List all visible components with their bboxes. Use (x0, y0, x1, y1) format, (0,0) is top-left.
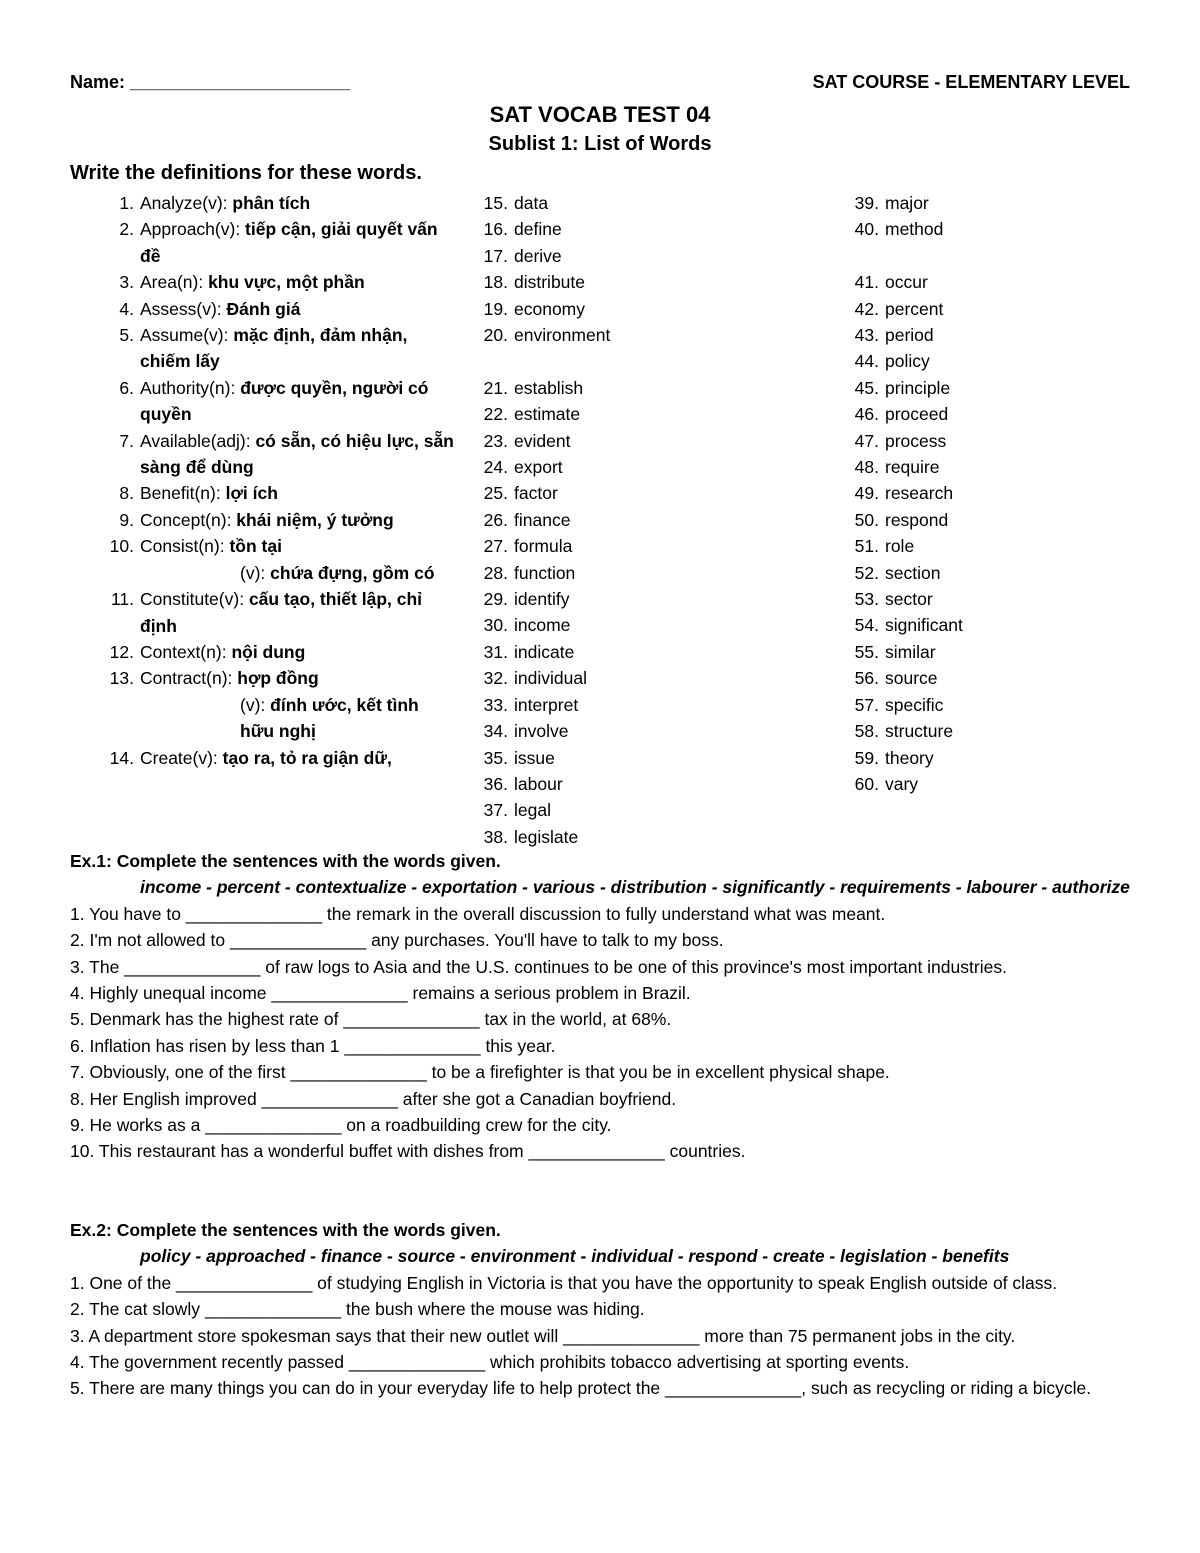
exercise-2-sentence: 1. One of the ______________ of studying English in Victoria is that you have the opportunity to speak English outside of class. (70, 1272, 1058, 1293)
instruction: Write the definitions for these words. (70, 162, 422, 184)
exercise-2-sentence: 2. The cat slowly ______________ the bush where the mouse was hiding. (70, 1299, 645, 1320)
exercise-1-sentence: 7. Obviously, one of the first ______________ to be a firefighter is that you be in excellent physical shape. (70, 1062, 890, 1083)
list-item: 29. identify (483, 589, 570, 610)
list-item: 2. Approach(v): tiếp cận, giải quyết vấn đề (119, 219, 438, 266)
list-item: 34. involve (483, 721, 569, 742)
list-item: 3. Area(n): khu vực, một phần (119, 272, 365, 293)
list-item: 27. formula (483, 536, 573, 557)
spacer (478, 348, 738, 374)
list-item: 57. specific (854, 694, 944, 715)
exercise-2 (70, 1217, 1145, 1402)
list-item: 9. Concept(n): khái niệm, ý tưởng (119, 509, 394, 530)
list-item: 24. export (483, 457, 563, 478)
list-item: 12. Context(n): nội dung (109, 641, 306, 662)
list-item: 22. estimate (483, 404, 581, 425)
exercise-2-sentence: 3. A department store spokesman says that their new outlet will ______________ more than 75 permanent jobs in the city. (70, 1325, 1016, 1346)
list-item: 48. require (854, 457, 940, 478)
word-list-column-2 (478, 190, 738, 850)
exercise-1-word-bank: income - percent - contextualize - exportation - various - distribution - significantly - requirements - labourer - authorize (140, 877, 1130, 898)
list-item: 10. Consist(n): tồn tại (v): chứa đựng, gồm có (104, 533, 454, 586)
list-item: 13. Contract(n): hợp đồng (v): đính ước, kết tình hữu nghị (104, 665, 454, 744)
list-item: 31. indicate (483, 641, 575, 662)
list-item: 19. economy (483, 298, 586, 319)
course-label: SAT COURSE - ELEMENTARY LEVEL (812, 72, 1130, 92)
exercise-1-sentence: 4. Highly unequal income ______________ remains a serious problem in Brazil. (70, 983, 691, 1004)
exercise-1-sentence: 1. You have to ______________ the remark in the overall discussion to fully understand what was meant. (70, 903, 886, 924)
list-item: 7. Available(adj): có sẵn, có hiệu lực, sẵn sàng để dùng (119, 430, 454, 478)
list-item: 18. distribute (483, 272, 586, 293)
list-item: 14. Create(v): tạo ra, tỏ ra giận dữ, (109, 747, 392, 768)
word-list-column-3 (849, 190, 1109, 797)
list-item: 6. Authority(n): được quyền, người có quyền (119, 377, 429, 425)
list-item: 5. Assume(v): mặc định, đảm nhận, chiếm lấy (119, 325, 408, 372)
exercise-1-sentence: 10. This restaurant has a wonderful buffet with dishes from ______________ countries. (70, 1141, 746, 1162)
list-item: 52. section (854, 562, 941, 583)
exercise-1-sentence: 2. I'm not allowed to ______________ any purchases. You'll have to talk to my boss. (70, 930, 724, 951)
list-item: 17. derive (483, 245, 562, 266)
list-item: 30. income (483, 615, 571, 636)
exercise-1-sentence: 6. Inflation has risen by less than 1 ______________ this year. (70, 1035, 556, 1056)
list-item: 47. process (854, 430, 947, 451)
list-item: 49. research (854, 483, 954, 504)
list-item: 4. Assess(v): Đánh giá (119, 298, 301, 319)
exercise-1-sentence: 9. He works as a ______________ on a roadbuilding crew for the city. (70, 1115, 612, 1136)
list-item: 38. legislate (483, 826, 579, 847)
list-item: 60. vary (854, 773, 919, 794)
list-item: 42. percent (854, 298, 944, 319)
list-item: 26. finance (483, 509, 571, 530)
list-item: 41. occur (854, 272, 928, 293)
name-field-label: Name: ______________________ (70, 72, 351, 92)
list-item: 59. theory (854, 747, 934, 768)
list-item: 51. role (854, 536, 915, 557)
list-item: 16. define (483, 219, 562, 240)
list-item: 23. evident (483, 430, 571, 451)
page-title: SAT VOCAB TEST 04 (489, 102, 711, 127)
list-item-sub: (v): chứa đựng, gồm có (240, 562, 435, 583)
exercise-2-title: Ex.2: Complete the sentences with the words given. (70, 1220, 501, 1240)
spacer (849, 243, 1109, 269)
list-item: 46. proceed (854, 404, 949, 425)
list-item: 11. Constitute(v): cấu tạo, thiết lập, chỉ định (110, 589, 423, 636)
list-item: 53. sector (854, 589, 933, 610)
list-item: 36. labour (483, 773, 563, 794)
exercise-2-sentence: 4. The government recently passed ______________ which prohibits tobacco advertising at sporting events. (70, 1352, 910, 1373)
list-item: 37. legal (483, 800, 551, 821)
list-item: 56. source (854, 668, 938, 689)
list-item: 15. data (483, 193, 549, 213)
list-item: 45. principle (854, 377, 951, 398)
list-item: 40. method (854, 219, 944, 240)
exercise-1 (70, 848, 1145, 1165)
list-item: 32. individual (483, 668, 587, 689)
list-item: 35. issue (483, 747, 555, 768)
list-item: 28. function (483, 562, 576, 583)
list-item: 58. structure (854, 721, 954, 742)
list-item: 20. environment (483, 325, 611, 346)
list-item: 44. policy (854, 351, 930, 372)
list-item: 39. major (854, 193, 929, 213)
list-item: 21. establish (483, 377, 584, 398)
exercise-1-title: Ex.1: Complete the sentences with the words given. (70, 851, 501, 871)
exercise-2-sentence: 5. There are many things you can do in your everyday life to help protect the ______________, such as recycling or riding a bicycle. (70, 1378, 1092, 1399)
exercise-1-sentence: 5. Denmark has the highest rate of ______________ tax in the world, at 68%. (70, 1009, 672, 1030)
page-subtitle: Sublist 1: List of Words (488, 133, 712, 155)
list-item: 50. respond (854, 509, 949, 530)
word-list-column-1 (104, 190, 454, 771)
exercise-1-sentence: 3. The ______________ of raw logs to Asia and the U.S. continues to be one of this province's most important industries. (70, 956, 1007, 977)
list-item: 55. similar (854, 641, 936, 662)
list-item: 25. factor (483, 483, 558, 504)
list-item-sub: (v): đính ước, kết tình hữu nghị (240, 694, 419, 742)
list-item: 43. period (854, 325, 934, 346)
list-item: 8. Benefit(n): lợi ích (119, 483, 278, 504)
list-item: 1. Analyze(v): phân tích (119, 193, 311, 213)
exercise-1-sentence: 8. Her English improved ______________ after she got a Canadian boyfriend. (70, 1088, 677, 1109)
list-item: 54. significant (854, 615, 963, 636)
list-item: 33. interpret (483, 694, 579, 715)
exercise-2-word-bank: policy - approached - finance - source - environment - individual - respond - create - legislation - benefits (140, 1246, 1010, 1267)
